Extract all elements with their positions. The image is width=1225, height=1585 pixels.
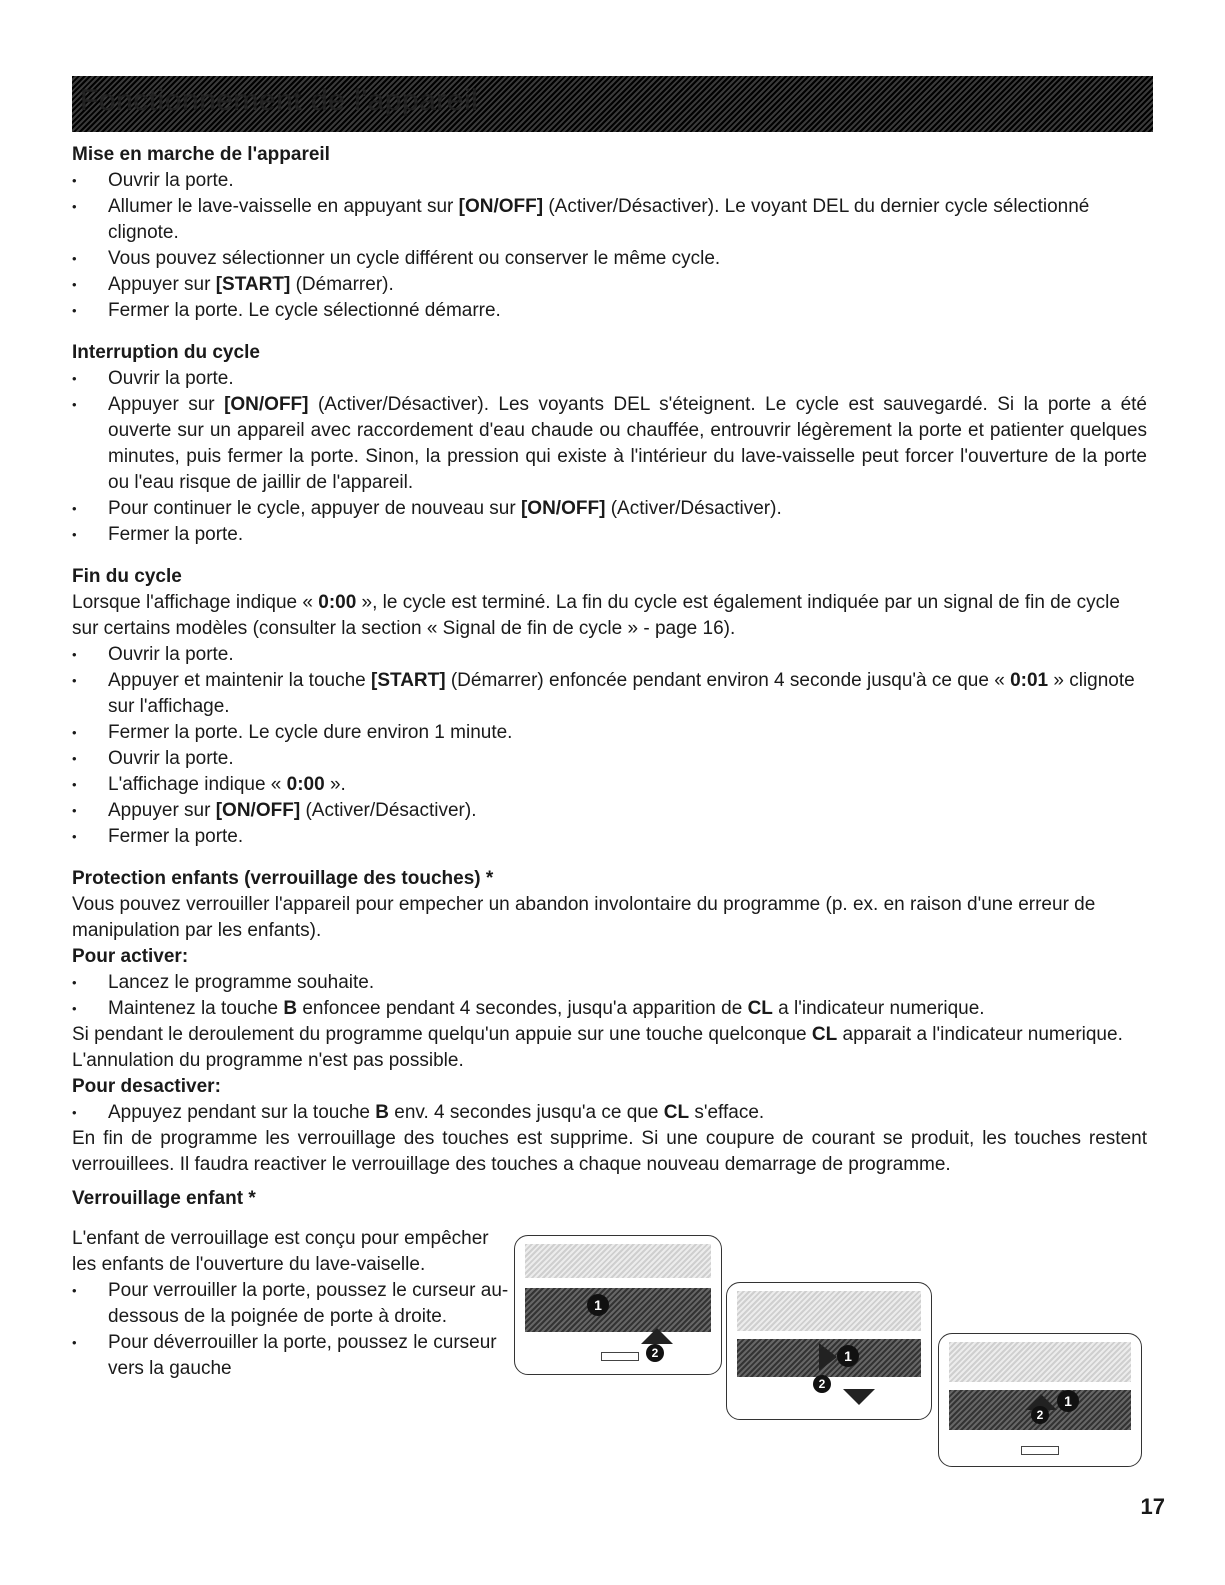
section-banner <box>72 76 1153 132</box>
deactivate-note: En fin de programme les verrouillage des touches est supprime. Si une coupure de courant se produit, les touches restent verrouillees. Il faudra reactiver le verrouillage des touches a chaque nouveau demarrage de programme. <box>72 1128 1147 1175</box>
list-interruption <box>72 366 1147 548</box>
page-content <box>72 142 1147 1382</box>
door-handle <box>1021 1446 1059 1455</box>
step-1-badge: 1 <box>587 1294 609 1316</box>
list-item: • Fermer la porte. <box>72 522 1147 548</box>
heading-start: Mise en marche de l'appareil <box>72 144 330 165</box>
section-interruption <box>72 340 1147 548</box>
list-item: • Allumer le lave-vaisselle en appuyant sur [ON/OFF] (Activer/Désactiver). Le voyant DEL du dernier cycle sélectionné clignote. <box>72 194 1147 246</box>
list-item: • Pour continuer le cycle, appuyer de nouveau sur [ON/OFF] (Activer/Désactiver). <box>72 496 1147 522</box>
list-item: • Pour verrouiller la porte, poussez le curseur au-dessous de la poignée de porte à droite. <box>72 1278 512 1330</box>
figure-door-lock-1 <box>514 1235 722 1375</box>
list-item: • Appuyer sur [ON/OFF] (Activer/Désactiver). Les voyants DEL s'éteignent. Le cycle est sauvegardé. Si la porte a été ouverte sur un appareil avec raccordement d'eau chaude ou chauffée, entrouvrir légèrement la porte et patienter quelques minutes, puis fermer la porte. Sinon, la pression qui existe à l'intérieur du lave-vaisselle peut forcer l'ouverture de la porte ou l'eau risque de jaillir de l'appareil. <box>72 392 1147 496</box>
list-item: • Appuyer et maintenir la touche [START] (Démarrer) enfoncée pendant environ 4 seconde jusqu'à ce que « 0:01 » clignote sur l'affichage. <box>72 668 1147 720</box>
list-item: • Fermer la porte. Le cycle dure environ 1 minute. <box>72 720 1147 746</box>
list-item: • Fermer la porte. Le cycle sélectionné démarre. <box>72 298 1147 324</box>
step-1-badge: 1 <box>837 1345 859 1367</box>
list-item: • Ouvrir la porte. <box>72 746 1147 772</box>
page-number: 17 <box>1140 1494 1165 1519</box>
list-door-lock <box>72 1278 512 1382</box>
list-item: • Ouvrir la porte. <box>72 366 1147 392</box>
control-panel <box>737 1291 921 1331</box>
section-child-protection <box>72 866 1147 1178</box>
list-item: • Appuyez pendant sur la touche B env. 4 secondes jusqu'a ce que CL s'efface. <box>72 1100 1147 1126</box>
subheading-deactivate: Pour desactiver: <box>72 1076 221 1097</box>
list-item: • Appuyer sur [START] (Démarrer). <box>72 272 1147 298</box>
arrow-up-icon <box>641 1328 673 1344</box>
list-start <box>72 168 1147 324</box>
dishwasher-body <box>525 1288 711 1332</box>
list-item: • Vous pouvez sélectionner un cycle différent ou conserver le même cycle. <box>72 246 1147 272</box>
list-item: • Lancez le programme souhaite. <box>72 970 1147 996</box>
step-1-badge: 1 <box>1057 1390 1079 1412</box>
control-panel <box>949 1342 1131 1382</box>
list-item: • Maintenez la touche B enfoncee pendant 4 secondes, jusqu'a apparition de CL a l'indicateur numerique. <box>72 996 1147 1022</box>
list-item: • Ouvrir la porte. <box>72 168 1147 194</box>
section-start <box>72 142 1147 324</box>
list-item: • Ouvrir la porte. <box>72 642 1147 668</box>
section-end-cycle <box>72 564 1147 850</box>
step-2-badge: 2 <box>1031 1406 1049 1424</box>
heading-end-cycle: Fin du cycle <box>72 566 182 587</box>
list-item: • Pour déverrouiller la porte, poussez le curseur vers la gauche <box>72 1330 512 1382</box>
figure-door-lock-3 <box>938 1333 1142 1467</box>
list-item: • L'affichage indique « 0:00 ». <box>72 772 1147 798</box>
step-2-badge: 2 <box>813 1375 831 1393</box>
list-item: • Appuyer sur [ON/OFF] (Activer/Désactiver). <box>72 798 1147 824</box>
list-item: • Fermer la porte. <box>72 824 1147 850</box>
arrow-down-icon <box>843 1389 875 1405</box>
figure-door-lock-2 <box>726 1282 932 1420</box>
heading-door-lock: Verrouillage enfant * <box>72 1188 256 1209</box>
heading-child-protection: Protection enfants (verrouillage des touches) * <box>72 868 494 889</box>
banner-title: Fonctionnement de l'appareil <box>80 84 479 117</box>
list-deactivate <box>72 1100 1147 1126</box>
arrow-right-icon <box>819 1343 837 1371</box>
door-handle <box>601 1352 639 1361</box>
activate-note: Si pendant le deroulement du programme quelqu'un appuie sur une touche quelconque CL apparait a l'indicateur numerique. L'annulation du programme n'est pas possible. <box>72 1024 1123 1071</box>
control-panel <box>525 1244 711 1278</box>
list-activate <box>72 970 1147 1022</box>
heading-interruption: Interruption du cycle <box>72 342 260 363</box>
step-2-badge: 2 <box>646 1344 664 1362</box>
child-protection-intro: Vous pouvez verrouiller l'appareil pour empecher un abandon involontaire du programme (p. ex. en raison d'une erreur de manipulation par les enfants). <box>72 894 1096 941</box>
door-lock-intro: L'enfant de verrouillage est conçu pour empêcher les enfants de l'ouverture du lave-vaiselle. <box>72 1228 489 1275</box>
end-cycle-intro: Lorsque l'affichage indique « 0:00 », le cycle est terminé. La fin du cycle est également indiquée par un signal de fin de cycle sur certains modèles (consulter la section « Signal de fin de cycle » - page 16). <box>72 592 1120 639</box>
section-door-lock <box>72 1186 512 1382</box>
list-end-cycle <box>72 642 1147 850</box>
subheading-activate: Pour activer: <box>72 946 189 967</box>
